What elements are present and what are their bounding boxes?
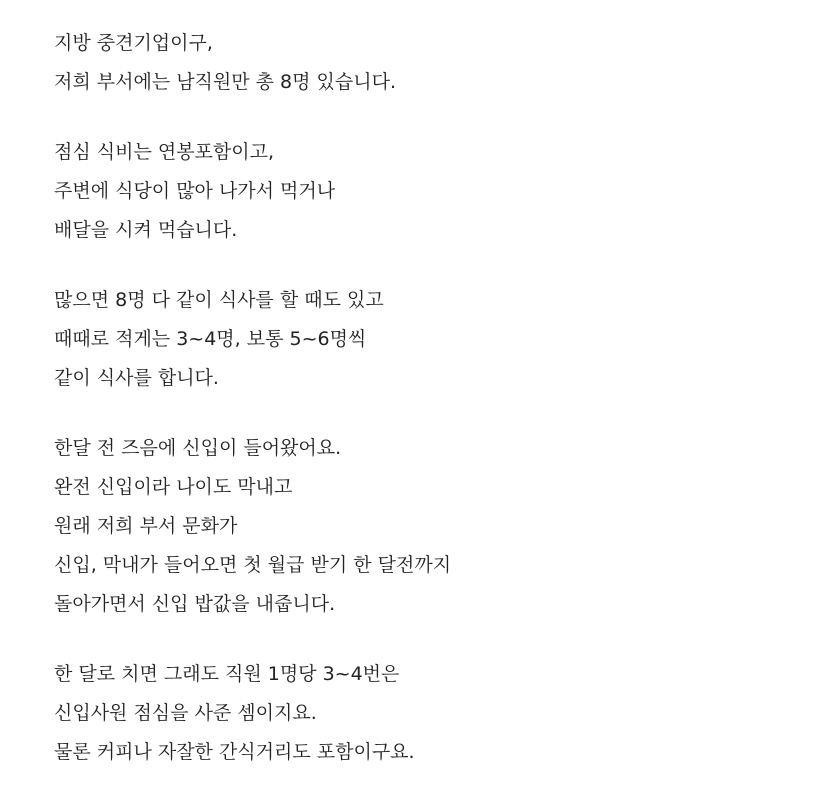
paragraph-1 [54,24,814,102]
paragraph-4 [54,429,814,624]
text-line: 지방 중견기업이구, [54,32,213,54]
text-line: 때때로 적게는 3~4명, 보통 5~6명씩 [54,328,367,350]
text-line: 완전 신입이라 나이도 막내고 [54,476,293,498]
text-line: 많으면 8명 다 같이 식사를 할 때도 있고 [54,289,384,311]
paragraph-3 [54,281,814,398]
text-line: 돌아가면서 신입 밥값을 내줍니다. [54,593,336,615]
text-line: 한 달로 치면 그래도 직원 1명당 3~4번은 [54,663,400,685]
text-line: 신입, 막내가 들어오면 첫 월급 받기 한 달전까지 [54,554,452,576]
text-line: 같이 식사를 합니다. [54,367,219,389]
post-body [54,0,814,803]
text-line: 저희 부서에는 남직원만 총 8명 있습니다. [54,71,396,93]
text-line: 배달을 시켜 먹습니다. [54,219,238,241]
text-line: 점심 식비는 연봉포함이고, [54,141,275,163]
text-line: 물론 커피나 자잘한 간식거리도 포함이구요. [54,741,415,763]
text-line: 한달 전 즈음에 신입이 들어왔어요. [54,437,342,459]
paragraph-5 [54,655,814,772]
text-line: 주변에 식당이 많아 나가서 먹거나 [54,180,336,202]
paragraph-2 [54,133,814,250]
text-line: 원래 저희 부서 문화가 [54,515,238,537]
text-line: 신입사원 점심을 사준 셈이지요. [54,702,317,724]
